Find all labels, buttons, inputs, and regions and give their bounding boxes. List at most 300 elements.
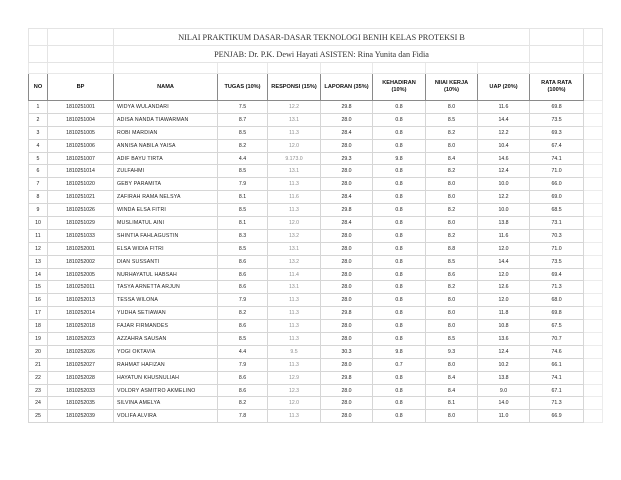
cell-empty[interactable] xyxy=(584,178,603,191)
cell-responsi[interactable]: 12.0 xyxy=(268,139,321,152)
cell-kehadiran[interactable]: 0.8 xyxy=(373,294,426,307)
cell-laporan[interactable]: 28.0 xyxy=(321,255,373,268)
cell-bp[interactable]: 1810251004 xyxy=(48,113,114,126)
cell-tugas[interactable]: 8.1 xyxy=(218,191,268,204)
col-header-bp[interactable]: BP xyxy=(48,74,114,101)
cell-empty[interactable] xyxy=(584,333,603,346)
cell-bp[interactable]: 1810252018 xyxy=(48,320,114,333)
cell-laporan[interactable]: 29.3 xyxy=(321,152,373,165)
cell-laporan[interactable]: 29.8 xyxy=(321,307,373,320)
cell-bp[interactable]: 1810251007 xyxy=(48,152,114,165)
cell-kehadiran[interactable]: 0.8 xyxy=(373,333,426,346)
cell-responsi[interactable]: 12.0 xyxy=(268,397,321,410)
cell-bp[interactable]: 1810251033 xyxy=(48,229,114,242)
cell-kehadiran[interactable]: 0.8 xyxy=(373,217,426,230)
cell-no[interactable]: 2 xyxy=(29,113,48,126)
cell-rata[interactable]: 71.0 xyxy=(530,242,584,255)
page-subtitle[interactable]: PENJAB: Dr. P.K. Dewi Hayati ASISTEN: Rina Yunita dan Fidia xyxy=(114,46,530,63)
table-row xyxy=(29,333,603,346)
cell-nama[interactable]: NURHAYATUL HABSAH xyxy=(114,268,218,281)
cell-nama[interactable]: ROBI MARDIAN xyxy=(114,126,218,139)
cell-bp[interactable]: 1810252011 xyxy=(48,281,114,294)
cell-kerja[interactable]: 8.0 xyxy=(426,178,478,191)
table-row xyxy=(29,268,603,281)
cell-bp[interactable]: 1810252026 xyxy=(48,345,114,358)
cell-responsi[interactable]: 11.4 xyxy=(268,268,321,281)
cell-tugas[interactable]: 8.7 xyxy=(218,113,268,126)
cell-laporan[interactable]: 28.0 xyxy=(321,113,373,126)
cell-tugas[interactable]: 8.2 xyxy=(218,307,268,320)
cell-no[interactable]: 3 xyxy=(29,126,48,139)
cell-uap[interactable]: 10.0 xyxy=(478,178,530,191)
cell-uap[interactable]: 12.2 xyxy=(478,191,530,204)
cell-responsi[interactable]: 11.3 xyxy=(268,320,321,333)
cell-empty[interactable] xyxy=(584,191,603,204)
cell-empty[interactable] xyxy=(584,410,603,423)
cell-no[interactable]: 1 xyxy=(29,101,48,114)
cell-tugas[interactable]: 7.9 xyxy=(218,178,268,191)
cell-no[interactable]: 15 xyxy=(29,281,48,294)
cell-responsi[interactable]: 12.2 xyxy=(268,101,321,114)
cell-responsi[interactable]: 11.3 xyxy=(268,204,321,217)
cell-bp[interactable]: 1810251021 xyxy=(48,191,114,204)
cell-rata[interactable]: 73.5 xyxy=(530,255,584,268)
col-header-laporan[interactable]: LAPORAN (35%) xyxy=(321,74,373,101)
table-row xyxy=(29,152,603,165)
cell-bp[interactable]: 1810251026 xyxy=(48,204,114,217)
cell-empty[interactable] xyxy=(584,165,603,178)
cell-kehadiran[interactable]: 0.8 xyxy=(373,410,426,423)
cell-bp[interactable]: 1810251006 xyxy=(48,139,114,152)
cell-no[interactable]: 8 xyxy=(29,191,48,204)
cell-kehadiran[interactable]: 9.8 xyxy=(373,345,426,358)
cell-nama[interactable]: SILVINA AMELYA xyxy=(114,397,218,410)
cell-responsi[interactable]: 13.1 xyxy=(268,165,321,178)
cell-no[interactable]: 17 xyxy=(29,307,48,320)
cell-empty[interactable] xyxy=(584,242,603,255)
cell-empty[interactable] xyxy=(584,268,603,281)
cell-kehadiran[interactable]: 0.8 xyxy=(373,242,426,255)
cell-bp[interactable]: 1810252014 xyxy=(48,307,114,320)
cell-empty[interactable] xyxy=(584,139,603,152)
cell-tugas[interactable]: 8.5 xyxy=(218,165,268,178)
table-row xyxy=(29,345,603,358)
cell-rata[interactable]: 74.1 xyxy=(530,152,584,165)
cell-tugas[interactable]: 8.5 xyxy=(218,242,268,255)
cell-kerja[interactable]: 8.0 xyxy=(426,139,478,152)
cell-tugas[interactable]: 4.4 xyxy=(218,345,268,358)
cell-uap[interactable]: 12.0 xyxy=(478,242,530,255)
cell-no[interactable]: 13 xyxy=(29,255,48,268)
cell-kerja[interactable]: 9.3 xyxy=(426,345,478,358)
page-title[interactable]: NILAI PRAKTIKUM DASAR-DASAR TEKNOLOGI BENIH KELAS PROTEKSI B xyxy=(114,29,530,46)
cell-rata[interactable]: 69.8 xyxy=(530,101,584,114)
cell-nama[interactable]: ADISA NANDA TIAWARMAN xyxy=(114,113,218,126)
cell-rata[interactable]: 73.5 xyxy=(530,113,584,126)
cell-uap[interactable]: 14.4 xyxy=(478,113,530,126)
cell-kerja[interactable]: 8.0 xyxy=(426,191,478,204)
cell-no[interactable]: 16 xyxy=(29,294,48,307)
cell-kehadiran[interactable]: 0.8 xyxy=(373,307,426,320)
cell-rata[interactable]: 74.1 xyxy=(530,371,584,384)
cell-tugas[interactable]: 7.9 xyxy=(218,358,268,371)
cell-tugas[interactable]: 8.6 xyxy=(218,320,268,333)
cell-laporan[interactable]: 28.0 xyxy=(321,333,373,346)
cell-kehadiran[interactable]: 0.7 xyxy=(373,358,426,371)
cell-nama[interactable]: VOLDRY ASMITRO AKMELINO xyxy=(114,384,218,397)
cell-tugas[interactable]: 7.9 xyxy=(218,294,268,307)
table-row xyxy=(29,204,603,217)
col-header-tugas[interactable]: TUGAS (10%) xyxy=(218,74,268,101)
cell-laporan[interactable]: 28.0 xyxy=(321,165,373,178)
cell-tugas[interactable]: 4.4 xyxy=(218,152,268,165)
cell-nama[interactable]: DIAN SUSSANTI xyxy=(114,255,218,268)
cell-uap[interactable]: 13.6 xyxy=(478,333,530,346)
cell-empty[interactable] xyxy=(584,345,603,358)
cell-kehadiran[interactable]: 0.8 xyxy=(373,268,426,281)
cell-laporan[interactable]: 28.0 xyxy=(321,242,373,255)
col-header-kehadiran[interactable]: KEHADIRAN (10%) xyxy=(373,74,426,101)
cell-no[interactable]: 10 xyxy=(29,217,48,230)
cell-tugas[interactable]: 8.6 xyxy=(218,384,268,397)
cell-nama[interactable]: RAHMAT HAFIZAN xyxy=(114,358,218,371)
cell-nama[interactable]: ZULFAHMI xyxy=(114,165,218,178)
cell-bp[interactable]: 1810252027 xyxy=(48,358,114,371)
table-row xyxy=(29,294,603,307)
cell-kehadiran[interactable]: 0.8 xyxy=(373,384,426,397)
cell-rata[interactable]: 68.5 xyxy=(530,204,584,217)
cell-laporan[interactable]: 28.0 xyxy=(321,410,373,423)
cell-uap[interactable]: 13.8 xyxy=(478,217,530,230)
cell-kerja[interactable]: 8.4 xyxy=(426,371,478,384)
cell-bp[interactable]: 1810252023 xyxy=(48,333,114,346)
cell-kerja[interactable]: 8.4 xyxy=(426,384,478,397)
cell-kerja[interactable]: 8.1 xyxy=(426,397,478,410)
cell-bp[interactable]: 1810252005 xyxy=(48,268,114,281)
cell-laporan[interactable]: 28.0 xyxy=(321,397,373,410)
cell-kehadiran[interactable]: 0.8 xyxy=(373,229,426,242)
cell-kerja[interactable]: 8.5 xyxy=(426,113,478,126)
cell-rata[interactable]: 69.4 xyxy=(530,268,584,281)
table-row xyxy=(29,384,603,397)
cell-kehadiran[interactable]: 0.8 xyxy=(373,113,426,126)
cell-empty[interactable] xyxy=(584,281,603,294)
cell-no[interactable]: 4 xyxy=(29,139,48,152)
cell-rata[interactable]: 69.8 xyxy=(530,307,584,320)
cell-uap[interactable]: 12.0 xyxy=(478,294,530,307)
cell-no[interactable]: 11 xyxy=(29,229,48,242)
cell-laporan[interactable]: 28.0 xyxy=(321,320,373,333)
cell-empty[interactable] xyxy=(584,384,603,397)
cell-kehadiran[interactable]: 0.8 xyxy=(373,139,426,152)
cell-kerja[interactable]: 8.0 xyxy=(426,358,478,371)
cell-kerja[interactable]: 8.5 xyxy=(426,333,478,346)
cell-rata[interactable]: 71.3 xyxy=(530,397,584,410)
cell-responsi[interactable]: 13.1 xyxy=(268,281,321,294)
cell-nama[interactable]: AZZAHRA SAUSAN xyxy=(114,333,218,346)
cell-tugas[interactable]: 8.6 xyxy=(218,268,268,281)
cell-nama[interactable]: ANNISA NABILA YAISA xyxy=(114,139,218,152)
cell-empty[interactable] xyxy=(584,358,603,371)
cell-rata[interactable]: 69.0 xyxy=(530,191,584,204)
cell-laporan[interactable]: 28.4 xyxy=(321,191,373,204)
cell-nama[interactable]: ZAFIRAH RAMA NELSYA xyxy=(114,191,218,204)
cell-uap[interactable]: 11.0 xyxy=(478,410,530,423)
cell-laporan[interactable]: 29.8 xyxy=(321,101,373,114)
cell-nama[interactable]: FAJAR FIRMANDES xyxy=(114,320,218,333)
cell-nama[interactable]: HAYATUN KHUSNULIAH xyxy=(114,371,218,384)
spreadsheet xyxy=(28,28,602,423)
cell-tugas[interactable]: 8.1 xyxy=(218,217,268,230)
cell-tugas[interactable]: 7.5 xyxy=(218,101,268,114)
cell-nama[interactable]: TASYA ARNETTA ARJUN xyxy=(114,281,218,294)
cell-kerja[interactable]: 8.2 xyxy=(426,126,478,139)
cell-bp[interactable]: 1810251020 xyxy=(48,178,114,191)
cell-kehadiran[interactable]: 0.8 xyxy=(373,165,426,178)
cell-empty[interactable] xyxy=(584,113,603,126)
cell-bp[interactable]: 1810251014 xyxy=(48,165,114,178)
cell-laporan[interactable]: 28.0 xyxy=(321,281,373,294)
cell-empty[interactable] xyxy=(584,255,603,268)
cell-empty[interactable] xyxy=(584,307,603,320)
cell-uap[interactable]: 13.8 xyxy=(478,371,530,384)
cell-uap[interactable]: 12.0 xyxy=(478,268,530,281)
cell-responsi[interactable]: 11.3 xyxy=(268,307,321,320)
cell-uap[interactable]: 12.4 xyxy=(478,165,530,178)
cell-laporan[interactable]: 29.8 xyxy=(321,204,373,217)
cell-kehadiran[interactable]: 0.8 xyxy=(373,101,426,114)
cell-nama[interactable]: MUSLIMATUL AINI xyxy=(114,217,218,230)
cell-bp[interactable]: 1810252002 xyxy=(48,255,114,268)
cell-uap[interactable]: 10.2 xyxy=(478,358,530,371)
cell-uap[interactable]: 12.2 xyxy=(478,126,530,139)
cell-rata[interactable]: 69.3 xyxy=(530,126,584,139)
cell-no[interactable]: 19 xyxy=(29,333,48,346)
col-header-no[interactable]: NO xyxy=(29,74,48,101)
cell-no[interactable]: 23 xyxy=(29,384,48,397)
cell-kerja[interactable]: 8.2 xyxy=(426,165,478,178)
cell-nama[interactable]: ELSA WIDIA FITRI xyxy=(114,242,218,255)
table-row xyxy=(29,139,603,152)
cell-kerja[interactable]: 8.0 xyxy=(426,320,478,333)
col-header-uap[interactable]: UAP (20%) xyxy=(478,74,530,101)
cell-no[interactable]: 24 xyxy=(29,397,48,410)
cell-laporan[interactable]: 28.0 xyxy=(321,384,373,397)
cell-empty[interactable] xyxy=(584,294,603,307)
cell-kerja[interactable]: 8.0 xyxy=(426,307,478,320)
cell-no[interactable]: 25 xyxy=(29,410,48,423)
cell-laporan[interactable]: 28.4 xyxy=(321,126,373,139)
cell-rata[interactable]: 71.0 xyxy=(530,165,584,178)
cell-laporan[interactable]: 29.8 xyxy=(321,371,373,384)
header-row xyxy=(29,74,603,101)
cell-nama[interactable]: SHINTIA FAHLAGUSTIN xyxy=(114,229,218,242)
cell-responsi[interactable]: 11.3 xyxy=(268,333,321,346)
cell-no[interactable]: 21 xyxy=(29,358,48,371)
cell-no[interactable]: 9 xyxy=(29,204,48,217)
col-header-nilai-kerja[interactable]: NIlAI KERJA (10%) xyxy=(426,74,478,101)
cell-kerja[interactable]: 8.6 xyxy=(426,268,478,281)
cell-no[interactable]: 22 xyxy=(29,371,48,384)
cell-laporan[interactable]: 28.0 xyxy=(321,358,373,371)
cell-nama[interactable]: ADIF BAYU TIRTA xyxy=(114,152,218,165)
cell-tugas[interactable]: 8.6 xyxy=(218,255,268,268)
cell-responsi[interactable]: 9.173.0 xyxy=(268,152,321,165)
cell-empty[interactable] xyxy=(584,204,603,217)
cell-tugas[interactable]: 8.5 xyxy=(218,333,268,346)
cell-empty[interactable] xyxy=(584,126,603,139)
cell-no[interactable]: 5 xyxy=(29,152,48,165)
table-row xyxy=(29,191,603,204)
cell-uap[interactable]: 9.0 xyxy=(478,384,530,397)
cell-uap[interactable]: 14.4 xyxy=(478,255,530,268)
cell-kerja[interactable]: 8.0 xyxy=(426,101,478,114)
cell-kehadiran[interactable]: 0.8 xyxy=(373,320,426,333)
table-row xyxy=(29,229,603,242)
cell-nama[interactable]: VOLIFA ALVIRA xyxy=(114,410,218,423)
cell-bp[interactable]: 1810251029 xyxy=(48,217,114,230)
cell-kerja[interactable]: 8.0 xyxy=(426,217,478,230)
cell-bp[interactable]: 1810252028 xyxy=(48,371,114,384)
cell-no[interactable]: 18 xyxy=(29,320,48,333)
cell-nama[interactable]: YUDHA SETIAWAN xyxy=(114,307,218,320)
cell-rata[interactable]: 66.9 xyxy=(530,410,584,423)
cell-rata[interactable]: 68.0 xyxy=(530,294,584,307)
cell-responsi[interactable]: 9.5 xyxy=(268,345,321,358)
cell-tugas[interactable]: 8.3 xyxy=(218,229,268,242)
cell-kehadiran[interactable]: 0.8 xyxy=(373,126,426,139)
cell-no[interactable]: 6 xyxy=(29,165,48,178)
cell-empty[interactable] xyxy=(584,152,603,165)
cell-laporan[interactable]: 28.0 xyxy=(321,178,373,191)
cell-tugas[interactable]: 8.5 xyxy=(218,204,268,217)
cell-tugas[interactable]: 8.5 xyxy=(218,126,268,139)
cell-laporan[interactable]: 28.0 xyxy=(321,229,373,242)
cell-empty[interactable] xyxy=(584,371,603,384)
cell-kehadiran[interactable]: 0.8 xyxy=(373,255,426,268)
cell-laporan[interactable]: 28.0 xyxy=(321,139,373,152)
cell-uap[interactable]: 12.6 xyxy=(478,281,530,294)
cell-tugas[interactable]: 8.2 xyxy=(218,397,268,410)
cell-kerja[interactable]: 8.8 xyxy=(426,242,478,255)
cell-nama[interactable]: TESSA WILONA xyxy=(114,294,218,307)
cell-tugas[interactable]: 7.8 xyxy=(218,410,268,423)
cell-no[interactable]: 12 xyxy=(29,242,48,255)
cell-rata[interactable]: 70.7 xyxy=(530,333,584,346)
cell-empty[interactable] xyxy=(584,397,603,410)
cell-no[interactable]: 20 xyxy=(29,345,48,358)
cell-laporan[interactable]: 28.0 xyxy=(321,294,373,307)
cell-rata[interactable]: 70.3 xyxy=(530,229,584,242)
cell-rata[interactable]: 66.1 xyxy=(530,358,584,371)
cell-kerja[interactable]: 8.2 xyxy=(426,229,478,242)
cell-kerja[interactable]: 8.2 xyxy=(426,281,478,294)
cell-rata[interactable]: 71.3 xyxy=(530,281,584,294)
cell-kerja[interactable]: 8.2 xyxy=(426,204,478,217)
cell-uap[interactable]: 12.4 xyxy=(478,345,530,358)
cell-laporan[interactable]: 30.3 xyxy=(321,345,373,358)
table-row xyxy=(29,217,603,230)
cell-responsi[interactable]: 12.3 xyxy=(268,384,321,397)
cell-rata[interactable]: 67.1 xyxy=(530,384,584,397)
cell-responsi[interactable]: 13.2 xyxy=(268,229,321,242)
cell-responsi[interactable]: 11.3 xyxy=(268,294,321,307)
cell-rata[interactable]: 73.1 xyxy=(530,217,584,230)
cell-laporan[interactable]: 28.0 xyxy=(321,268,373,281)
cell-kerja[interactable]: 8.4 xyxy=(426,152,478,165)
cell-kehadiran[interactable]: 0.8 xyxy=(373,371,426,384)
cell-bp[interactable]: 1810251005 xyxy=(48,126,114,139)
col-header-rata-rata[interactable]: RATA RATA (100%) xyxy=(530,74,584,101)
cell-kerja[interactable]: 8.5 xyxy=(426,255,478,268)
cell-responsi[interactable]: 11.6 xyxy=(268,191,321,204)
cell-kerja[interactable]: 8.0 xyxy=(426,410,478,423)
cell-bp[interactable]: 1810252033 xyxy=(48,384,114,397)
cell-uap[interactable]: 10.8 xyxy=(478,320,530,333)
cell-no[interactable]: 7 xyxy=(29,178,48,191)
cell-responsi[interactable]: 13.2 xyxy=(268,255,321,268)
cell-uap[interactable]: 10.0 xyxy=(478,204,530,217)
cell-responsi[interactable]: 11.3 xyxy=(268,410,321,423)
cell-uap[interactable]: 11.6 xyxy=(478,101,530,114)
cell-tugas[interactable]: 8.6 xyxy=(218,371,268,384)
cell-bp[interactable]: 1810252039 xyxy=(48,410,114,423)
cell-bp[interactable]: 1810252013 xyxy=(48,294,114,307)
cell-empty[interactable] xyxy=(584,229,603,242)
cell-kehadiran[interactable]: 0.8 xyxy=(373,281,426,294)
cell-responsi[interactable]: 11.3 xyxy=(268,178,321,191)
cell-uap[interactable]: 11.8 xyxy=(478,307,530,320)
cell-nama[interactable]: WIDYA WULANDARI xyxy=(114,101,218,114)
cell-empty[interactable] xyxy=(584,320,603,333)
cell-bp[interactable]: 1810251001 xyxy=(48,101,114,114)
cell-uap[interactable]: 10.4 xyxy=(478,139,530,152)
cell-kehadiran[interactable]: 0.8 xyxy=(373,397,426,410)
cell-responsi[interactable]: 11.3 xyxy=(268,358,321,371)
cell-rata[interactable]: 66.0 xyxy=(530,178,584,191)
cell-responsi[interactable]: 12.9 xyxy=(268,371,321,384)
cell-laporan[interactable]: 28.4 xyxy=(321,217,373,230)
cell-bp[interactable]: 1810252035 xyxy=(48,397,114,410)
cell-uap[interactable]: 14.6 xyxy=(478,152,530,165)
cell-nama[interactable]: GEBY PARAMITA xyxy=(114,178,218,191)
cell-tugas[interactable]: 8.6 xyxy=(218,281,268,294)
cell-kehadiran[interactable]: 0.8 xyxy=(373,178,426,191)
cell-no[interactable]: 14 xyxy=(29,268,48,281)
col-header-responsi[interactable]: RESPONSI (15%) xyxy=(268,74,321,101)
cell-uap[interactable]: 14.0 xyxy=(478,397,530,410)
cell-uap[interactable]: 11.6 xyxy=(478,229,530,242)
cell-responsi[interactable]: 11.3 xyxy=(268,126,321,139)
cell-rata[interactable]: 74.6 xyxy=(530,345,584,358)
cell-kehadiran[interactable]: 0.8 xyxy=(373,204,426,217)
cell-responsi[interactable]: 13.1 xyxy=(268,113,321,126)
col-header-nama[interactable]: NAMA xyxy=(114,74,218,101)
cell-responsi[interactable]: 13.1 xyxy=(268,242,321,255)
cell-nama[interactable]: YOGI OKTAVIA xyxy=(114,345,218,358)
cell-bp[interactable]: 1810252001 xyxy=(48,242,114,255)
cell-empty[interactable] xyxy=(584,101,603,114)
cell-kehadiran[interactable]: 9.8 xyxy=(373,152,426,165)
cell-tugas[interactable]: 8.2 xyxy=(218,139,268,152)
cell-kehadiran[interactable]: 0.8 xyxy=(373,191,426,204)
cell-responsi[interactable]: 12.0 xyxy=(268,217,321,230)
cell-rata[interactable]: 67.4 xyxy=(530,139,584,152)
cell-rata[interactable]: 67.5 xyxy=(530,320,584,333)
cell-kerja[interactable]: 8.0 xyxy=(426,294,478,307)
cell-nama[interactable]: WINDA ELSA FITRI xyxy=(114,204,218,217)
cell-empty[interactable] xyxy=(584,217,603,230)
